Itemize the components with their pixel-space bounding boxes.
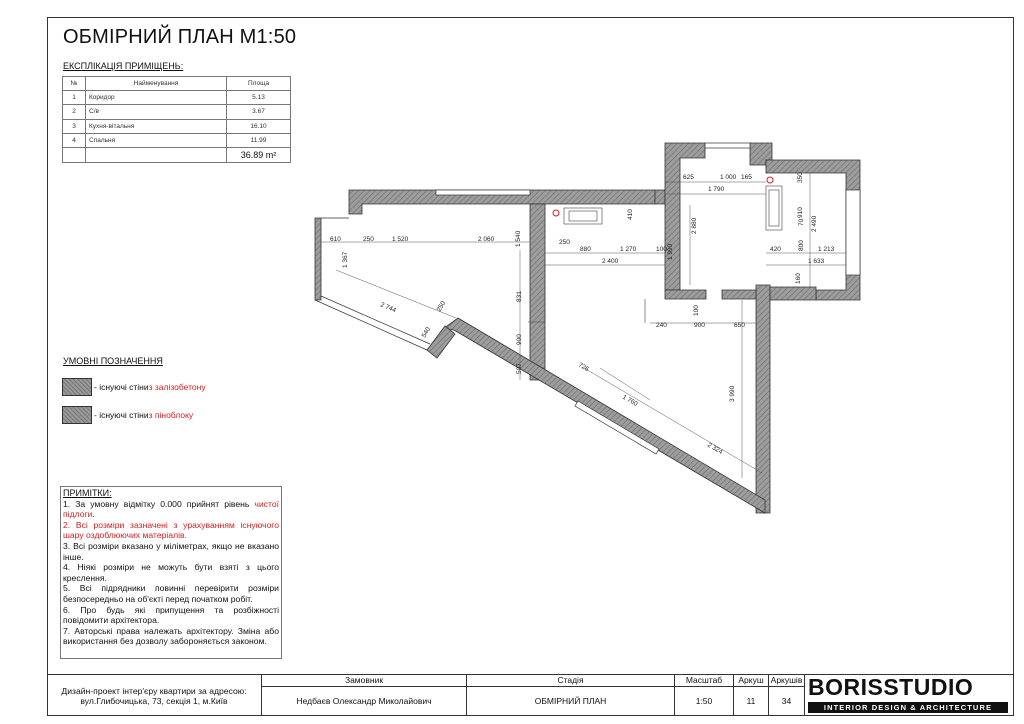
dim-label: 2 880 bbox=[691, 217, 698, 234]
riser-marker-2 bbox=[767, 177, 773, 183]
legend-item-concrete: - існуючі стіни з залізобетону bbox=[62, 377, 206, 397]
dim-label: 100 bbox=[693, 305, 700, 316]
window-diagonal bbox=[575, 401, 659, 454]
dim-label: 1 367 bbox=[342, 251, 349, 268]
dim-label: 250 bbox=[363, 236, 374, 243]
table-row: 3 Кухня-вітальня 16.10 bbox=[63, 119, 291, 133]
legend-item-foamblock: - існуючі стіни з піноблоку bbox=[62, 405, 193, 425]
interior-lines bbox=[528, 186, 782, 323]
wall-bath-bottom bbox=[665, 290, 706, 299]
col-area: Площа bbox=[227, 77, 291, 91]
dim-label: 420 bbox=[770, 246, 781, 253]
dim-label: 800 bbox=[798, 240, 805, 251]
table-row: 2 С/в 3.67 bbox=[63, 105, 291, 119]
col-num: № bbox=[63, 77, 86, 91]
wall-right bbox=[756, 285, 770, 513]
dim-label: 650 bbox=[734, 322, 745, 329]
dim-label: 1 790 bbox=[708, 186, 725, 193]
dim-label: 1 000 bbox=[720, 174, 737, 181]
stage-label: Стадія bbox=[557, 675, 584, 685]
dim-label: 100 bbox=[656, 246, 667, 253]
client-label: Замовник bbox=[344, 675, 384, 685]
dim-label: 350 bbox=[797, 172, 804, 183]
dim-label: 1 540 bbox=[515, 230, 522, 247]
duct-1-inner bbox=[569, 211, 597, 221]
dim-label: 900 bbox=[516, 334, 523, 345]
dim-label: 250 bbox=[435, 300, 448, 313]
wall-bedroom-bottom bbox=[770, 287, 816, 300]
dim-label: 900 bbox=[694, 322, 705, 329]
brand-tagline: INTERIOR DESIGN & ARCHITECTURE bbox=[808, 702, 1008, 713]
project-address: Дизайн-проект інтер'єру квартири за адресою: вул.Глибочицька, 73, секція 1, м.Київ bbox=[61, 686, 247, 706]
window-bath bbox=[705, 143, 750, 148]
dim-label: 1 990 bbox=[667, 243, 674, 260]
note-1: 1. За умовну відмітку 0.000 прийнят рівень чистої підлоги. bbox=[63, 498, 279, 520]
dim-label: 726 bbox=[577, 361, 590, 374]
wall-partition bbox=[530, 204, 545, 380]
note-5: 5. Всі підрядники повинні перевірити розміри безпосередньо на об'єкті перед початком робіт. bbox=[63, 583, 279, 604]
dim-label: 831 bbox=[516, 291, 523, 302]
duct-1 bbox=[564, 208, 602, 224]
table-row: 1 Коридор 5.13 bbox=[63, 91, 291, 105]
riser-marker-1 bbox=[553, 210, 559, 216]
dim-label: 165 bbox=[741, 174, 752, 181]
dim-label: 3 990 bbox=[729, 385, 736, 402]
dim-label: 240 bbox=[656, 322, 667, 329]
wall-bath-left bbox=[665, 143, 705, 290]
dim-label: 70 bbox=[798, 218, 805, 226]
dim-label: 540 bbox=[420, 326, 433, 339]
dim-label: 1 760 bbox=[621, 393, 639, 408]
dim-label: 610 bbox=[330, 236, 341, 243]
walls bbox=[315, 143, 860, 513]
duct-2 bbox=[766, 186, 782, 230]
legend-title: УМОВНІ ПОЗНАЧЕННЯ bbox=[63, 356, 163, 366]
window-bedroom bbox=[846, 190, 860, 275]
duct-2-inner bbox=[769, 190, 779, 226]
dim-label: 1 520 bbox=[392, 236, 409, 243]
wall-balcony-left bbox=[315, 218, 321, 300]
window-top bbox=[436, 190, 530, 195]
dim-label: 250 bbox=[559, 239, 570, 246]
dim-label: 2 400 bbox=[602, 258, 619, 265]
dim-label: 2 324 bbox=[706, 441, 724, 456]
dim-label: 410 bbox=[627, 209, 634, 220]
dim-label: 2 744 bbox=[379, 301, 397, 315]
wall-mid-bottom bbox=[722, 290, 756, 299]
sheet-value: 11 bbox=[746, 696, 756, 706]
scale-value: 1:50 bbox=[695, 696, 713, 706]
wall-top-mid bbox=[655, 190, 665, 204]
sheets-value: 34 bbox=[781, 696, 792, 706]
dim-label: 1 633 bbox=[808, 258, 825, 265]
dim-label: 1 270 bbox=[620, 246, 637, 253]
client-value: Недбаєв Олександр Миколайович bbox=[296, 696, 432, 706]
dim-label: 625 bbox=[683, 174, 694, 181]
note-2: 2. Всі розміри зазначені з урахуванням існуючого шару оздоблюючих матеріалів. bbox=[63, 519, 279, 541]
notes-title: ПРИМІТКИ: bbox=[63, 488, 112, 498]
brand-name: BORISSTUDIO bbox=[808, 674, 974, 700]
dim-label: 507 bbox=[516, 363, 523, 374]
explication-title: ЕКСПЛІКАЦІЯ ПРИМІЩЕНЬ: bbox=[63, 61, 184, 71]
dim-label: 2 060 bbox=[478, 236, 495, 243]
brand-logo bbox=[804, 674, 1012, 714]
stage-value: ОБМІРНИЙ ПЛАН bbox=[534, 696, 607, 706]
note-3: 3. Всі розміри вказано у міліметрах, якщо не вказано інше. bbox=[63, 540, 279, 562]
dim-label: 1 213 bbox=[818, 246, 835, 253]
page-title: ОБМІРНИЙ ПЛАН М1:50 bbox=[63, 26, 297, 48]
col-name: Найменування bbox=[86, 77, 227, 91]
dim-label: 880 bbox=[580, 246, 591, 253]
note-4: 4. Ніякі розміри не можуть бути взяті з цього креслення. bbox=[63, 562, 279, 583]
total-area: 36.89 m² bbox=[227, 147, 291, 162]
sheets-label: Аркушів bbox=[770, 675, 803, 685]
note-7: 7. Авторські права належать архітектору. Зміна або використання без дозволу забороняється законом. bbox=[63, 625, 279, 647]
dim-label: 910 bbox=[797, 207, 804, 218]
sheet-label: Аркуш bbox=[738, 675, 764, 685]
wall-diagonal bbox=[443, 318, 765, 513]
note-6: 6. Про будь які припущення та розбіжності повідомити архітектора. bbox=[63, 604, 279, 626]
table-row: 4 Спальня 11.99 bbox=[63, 133, 291, 147]
scale-label: Масштаб bbox=[685, 675, 723, 685]
dim-label: 160 bbox=[795, 273, 802, 284]
dim-label: 2 490 bbox=[811, 215, 818, 232]
